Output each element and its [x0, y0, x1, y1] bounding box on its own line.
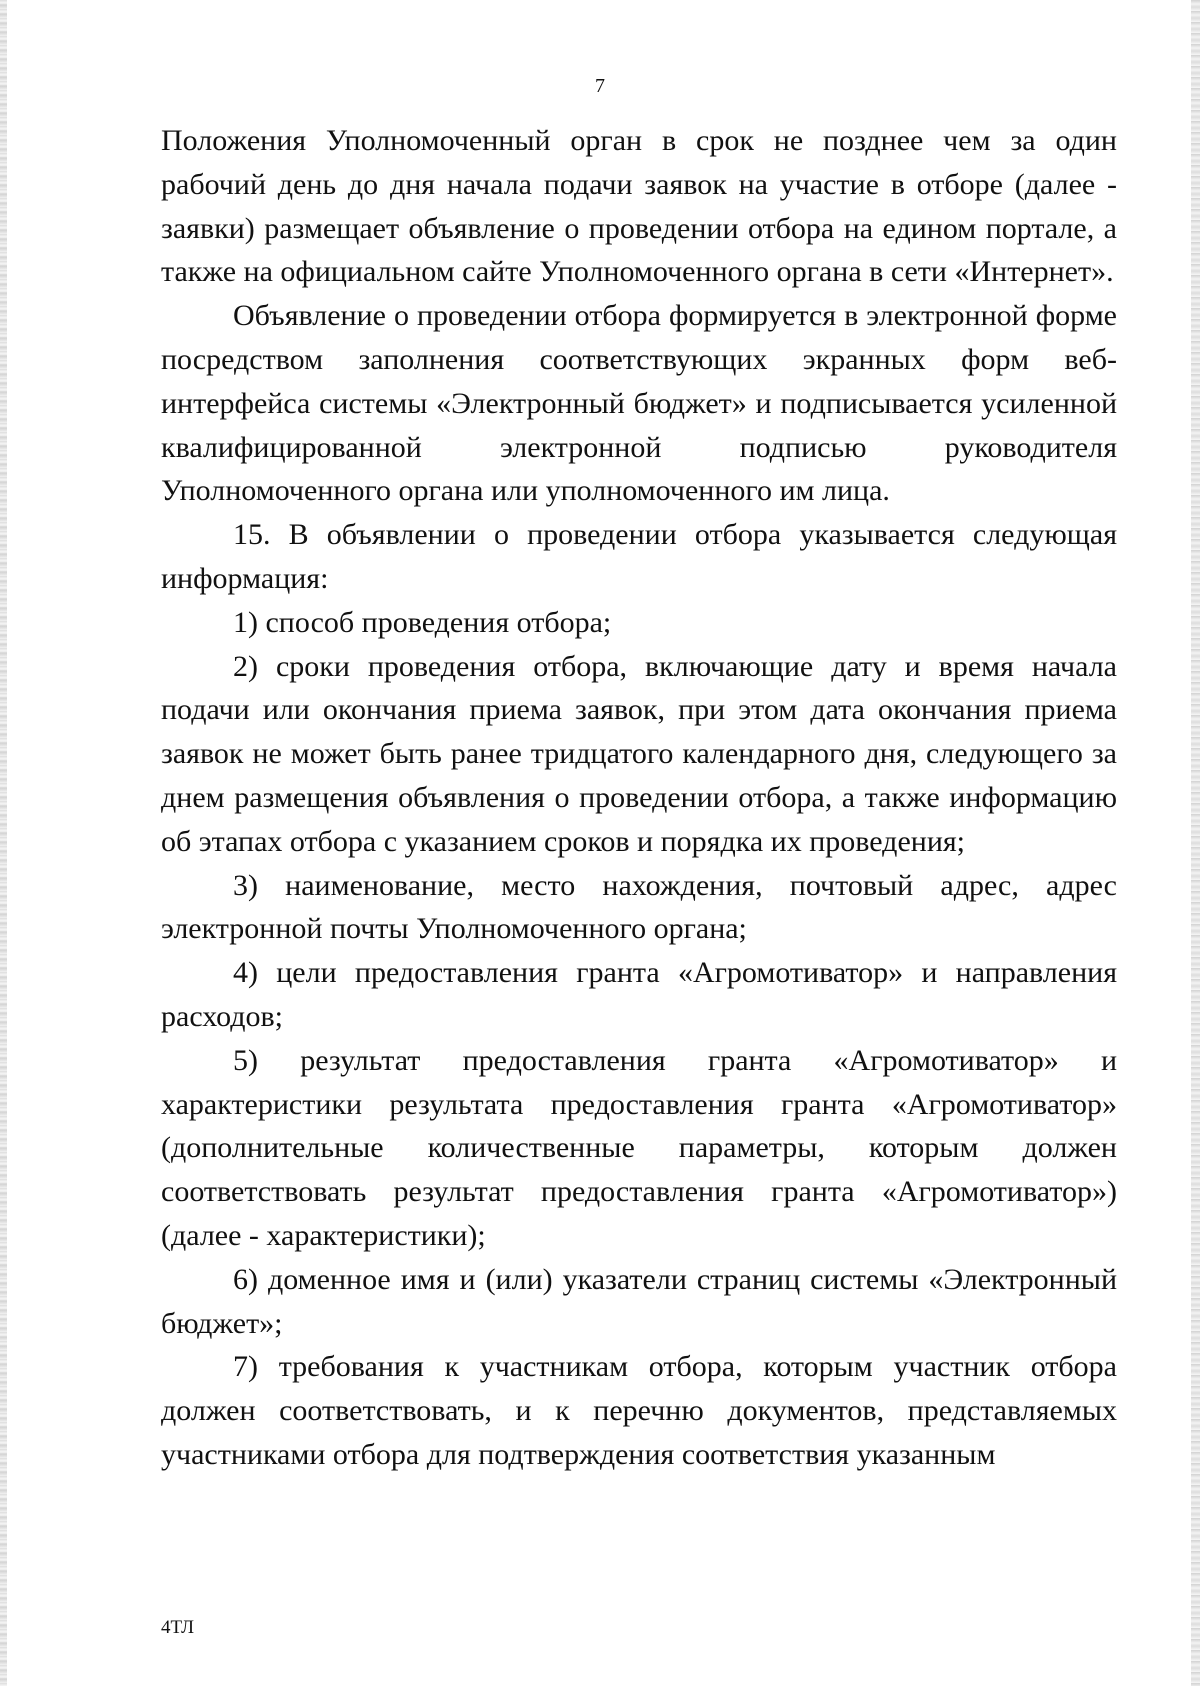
- scan-edge-right: [1191, 0, 1200, 1686]
- scan-edge-left: [0, 0, 7, 1686]
- paragraph-clause-15: 15. В объявлении о проведении отбора указывается следующая информация:: [161, 518, 1117, 595]
- list-item-6: 6) доменное имя и (или) указатели страниц системы «Электронный бюджет»;: [161, 1262, 1117, 1340]
- list-item-5: 5) результат предоставления гранта «Агромотиватор» и характеристики результата предоставления гранта «Агромотиватор» (дополнительные количественные параметры, которым должен соответствовать результат предоставления гранта «Агромотиватор») (далее - характеристики);: [161, 1043, 1117, 1252]
- page-number: 7: [595, 75, 605, 97]
- paragraph-announcement-form: Объявление о проведении отбора формируется в электронной форме посредством заполнения соответствующих экранных форм веб-интерфейса системы «Электронный бюджет» и подписывается усиленной квалифицированной электронной подписью руководителя Уполномоченного органа или уполномоченного им лица.: [161, 299, 1117, 508]
- document-body: [161, 119, 1117, 1477]
- list-item-7: 7) требования к участникам отбора, которым участник отбора должен соответствовать, и к перечню документов, представляемых участниками отбора для подтверждения соответствия указанным: [161, 1350, 1117, 1471]
- list-item-2: 2) сроки проведения отбора, включающие дату и время начала подачи или окончания приема заявок, при этом дата окончания приема заявок не может быть ранее тридцатого календарного дня, следующего за днем размещения объявления о проведении отбора, а также информацию об этапах отбора с указанием сроков и порядка их проведения;: [161, 649, 1117, 858]
- paragraph-continuation: Положения Уполномоченный орган в срок не позднее чем за один рабочий день до дня начала подачи заявок на участие в отборе (далее - заявки) размещает объявление о проведении отбора на едином портале, а также на официальном сайте Уполномоченного органа в сети «Интернет».: [161, 124, 1117, 289]
- footer-code: 4ТЛ: [161, 1617, 195, 1638]
- list-item-3: 3) наименование, место нахождения, почтовый адрес, адрес электронной почты Уполномоченного органа;: [161, 868, 1117, 946]
- list-item-1: 1) способ проведения отбора;: [233, 605, 612, 639]
- list-item-4: 4) цели предоставления гранта «Агромотиватор» и направления расходов;: [161, 956, 1117, 1033]
